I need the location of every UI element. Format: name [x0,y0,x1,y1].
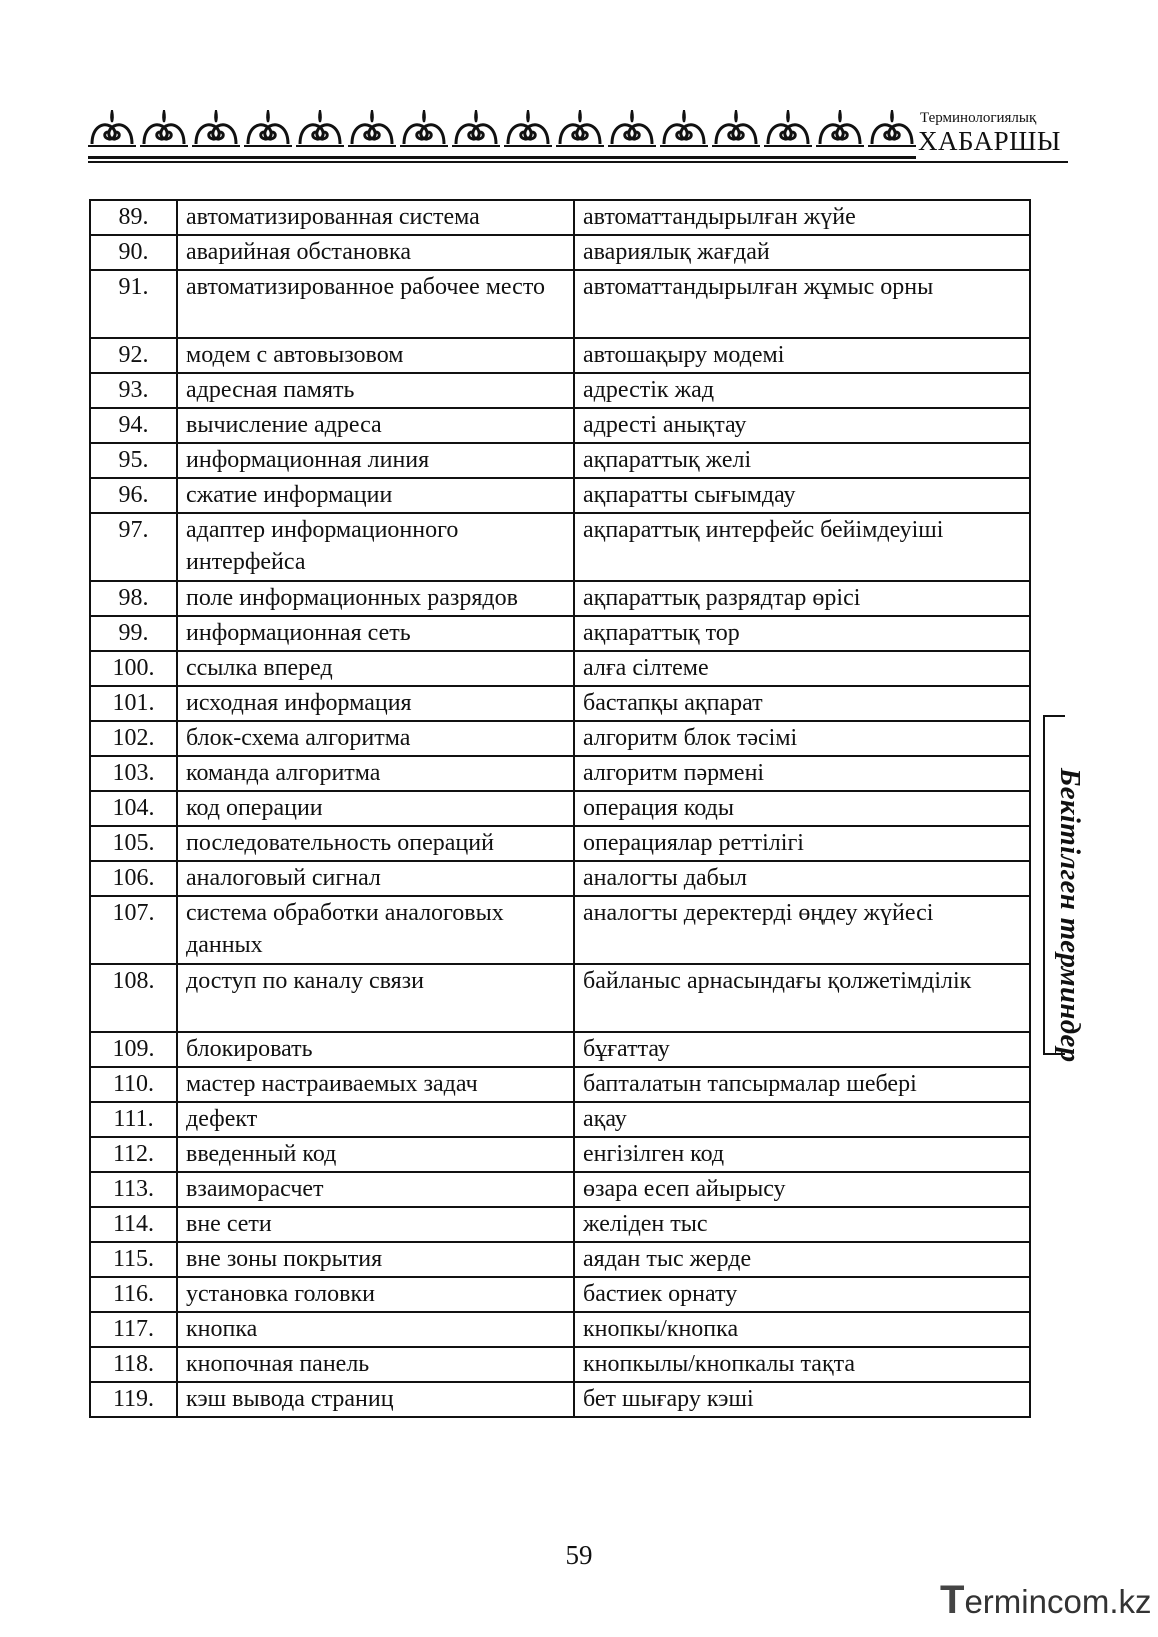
table-row [90,408,1030,443]
term-number: 100. [90,651,177,686]
table-row [90,1382,1030,1417]
table-row [90,1207,1030,1242]
watermark-t-letter: T [940,1578,965,1622]
term-russian: блокировать [177,1032,574,1067]
term-russian: автоматизированная система [177,200,574,235]
table-row [90,1032,1030,1067]
term-kazakh: енгізілген код [574,1137,1030,1172]
term-number: 94. [90,408,177,443]
table-row [90,791,1030,826]
watermark-logo [940,1578,1152,1623]
side-rule-tick-top [1043,715,1065,717]
term-kazakh: операциялар реттілігі [574,826,1030,861]
term-kazakh: ақпараттық интерфейс бейімдеуіші [574,513,1030,581]
term-russian: взаиморасчет [177,1172,574,1207]
term-number: 91. [90,270,177,338]
term-number: 105. [90,826,177,861]
term-russian: модем с автовызовом [177,338,574,373]
term-russian: вне зоны покрытия [177,1242,574,1277]
term-number: 117. [90,1312,177,1347]
term-kazakh: автоматтандырылған жұмыс орны [574,270,1030,338]
term-kazakh: операция коды [574,791,1030,826]
table-row [90,1347,1030,1382]
term-number: 106. [90,861,177,896]
term-russian: система обработки аналоговых данных [177,896,574,964]
table-row [90,478,1030,513]
term-number: 101. [90,686,177,721]
side-rule [1043,715,1045,1055]
term-russian: вычисление адреса [177,408,574,443]
term-russian: кнопка [177,1312,574,1347]
term-kazakh: адрестік жад [574,373,1030,408]
term-russian: аналоговый сигнал [177,861,574,896]
table-row [90,896,1030,964]
term-number: 109. [90,1032,177,1067]
term-russian: кэш вывода страниц [177,1382,574,1417]
term-kazakh: байланыс арнасындағы қолжетімділік [574,964,1030,1032]
term-number: 92. [90,338,177,373]
term-number: 102. [90,721,177,756]
table-row [90,1242,1030,1277]
watermark-end: m.kz [1081,1583,1152,1620]
table-row [90,270,1030,338]
table-row [90,235,1030,270]
term-kazakh: автоматтандырылған жүйе [574,200,1030,235]
header-subtitle: Терминологиялық [920,110,1037,126]
term-kazakh: аналогты деректерді өңдеу жүйесі [574,896,1030,964]
table-row [90,338,1030,373]
table-row [90,826,1030,861]
term-number: 96. [90,478,177,513]
term-russian: сжатие информации [177,478,574,513]
term-russian: доступ по каналу связи [177,964,574,1032]
term-kazakh: ақпараттық разрядтар өрісі [574,581,1030,616]
page-number: 59 [565,1540,593,1570]
term-kazakh: алға сілтеме [574,651,1030,686]
term-number: 97. [90,513,177,581]
term-number: 103. [90,756,177,791]
term-russian: дефект [177,1102,574,1137]
term-number: 119. [90,1382,177,1417]
table-row [90,651,1030,686]
term-russian: поле информационных разрядов [177,581,574,616]
term-kazakh: бастиек орнату [574,1277,1030,1312]
term-number: 89. [90,200,177,235]
term-kazakh: бапталатын тапсырмалар шебері [574,1067,1030,1102]
term-russian: адресная память [177,373,574,408]
table-row [90,686,1030,721]
term-kazakh: автошақыру модемі [574,338,1030,373]
term-number: 104. [90,791,177,826]
term-russian: установка головки [177,1277,574,1312]
table-row [90,1277,1030,1312]
watermark-o-letter: o [1063,1583,1082,1620]
term-number: 98. [90,581,177,616]
term-russian: информационная линия [177,443,574,478]
term-russian: кнопочная панель [177,1347,574,1382]
header-rule-top [88,156,916,159]
table-row [90,1137,1030,1172]
term-russian: адаптер информационного интерфейса [177,513,574,581]
term-number: 112. [90,1137,177,1172]
term-kazakh: бет шығару кэші [574,1382,1030,1417]
page-header [88,104,1068,166]
term-number: 114. [90,1207,177,1242]
header-rule-bottom [88,161,1068,163]
term-kazakh: бұғаттау [574,1032,1030,1067]
table-row [90,443,1030,478]
term-kazakh: адресті анықтау [574,408,1030,443]
term-number: 116. [90,1277,177,1312]
term-kazakh: ақпараттық тор [574,616,1030,651]
term-kazakh: желіден тыс [574,1207,1030,1242]
table-row [90,581,1030,616]
table-row [90,1172,1030,1207]
terms-table [89,199,1031,1418]
term-russian: команда алгоритма [177,756,574,791]
table-row [90,1102,1030,1137]
term-number: 110. [90,1067,177,1102]
table-row [90,373,1030,408]
term-number: 99. [90,616,177,651]
term-number: 115. [90,1242,177,1277]
term-number: 111. [90,1102,177,1137]
table-row [90,756,1030,791]
header-title: ХАБАРШЫ [918,126,1061,156]
term-kazakh: авариялық жағдай [574,235,1030,270]
term-russian: блок-схема алгоритма [177,721,574,756]
term-russian: исходная информация [177,686,574,721]
term-kazakh: ақау [574,1102,1030,1137]
term-russian: код операции [177,791,574,826]
table-row [90,721,1030,756]
term-number: 93. [90,373,177,408]
term-russian: введенный код [177,1137,574,1172]
term-russian: аварийная обстановка [177,235,574,270]
term-kazakh: ақпаратты сығымдау [574,478,1030,513]
term-kazakh: аналогты дабыл [574,861,1030,896]
term-kazakh: аядан тыс жерде [574,1242,1030,1277]
side-section-title: Бекітілген терминдер [1054,768,1086,1063]
term-number: 90. [90,235,177,270]
ornament-border [88,108,916,152]
watermark-text: erminc [964,1583,1064,1620]
term-russian: мастер настраиваемых задач [177,1067,574,1102]
table-row [90,616,1030,651]
term-number: 118. [90,1347,177,1382]
term-number: 95. [90,443,177,478]
term-kazakh: алгоритм блок тәсімі [574,721,1030,756]
term-number: 108. [90,964,177,1032]
term-russian: последовательность операций [177,826,574,861]
term-number: 107. [90,896,177,964]
term-russian: вне сети [177,1207,574,1242]
term-kazakh: алгоритм пәрмені [574,756,1030,791]
table-row [90,1312,1030,1347]
term-russian: ссылка вперед [177,651,574,686]
term-russian: информационная сеть [177,616,574,651]
term-kazakh: өзара есеп айырысу [574,1172,1030,1207]
term-number: 113. [90,1172,177,1207]
term-kazakh: кнопкы/кнопка [574,1312,1030,1347]
table-row [90,861,1030,896]
term-kazakh: ақпараттық желі [574,443,1030,478]
table-row [90,1067,1030,1102]
table-row [90,513,1030,581]
term-kazakh: кнопкылы/кнопкалы тақта [574,1347,1030,1382]
term-kazakh: бастапқы ақпарат [574,686,1030,721]
table-row [90,964,1030,1032]
table-row [90,200,1030,235]
term-russian: автоматизированное рабочее место [177,270,574,338]
